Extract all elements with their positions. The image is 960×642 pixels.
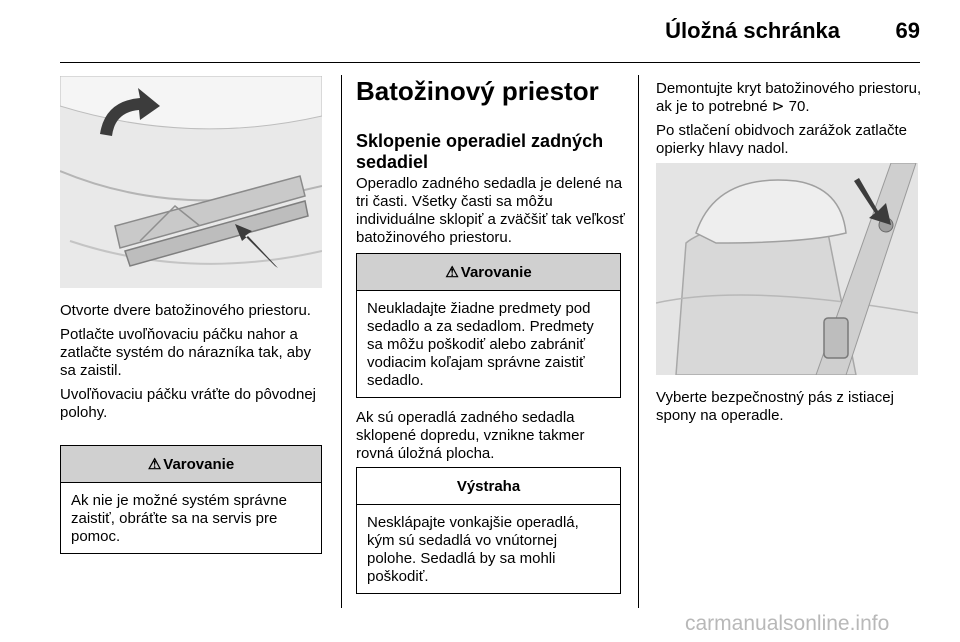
- col2-caution-text: Nesklápajte vonkajšie operadlá, kým sú sedadlá vo vnútornej polohe. Sedadlá by sa mohli poškodiť.: [367, 514, 579, 585]
- col3-para1-text: Demontujte kryt batožinového priestoru, ak je to potrebné: [656, 80, 922, 115]
- col1-paragraph-1: Otvorte dvere batožinového priestoru.: [60, 302, 311, 319]
- col2-caution-title: Výstraha: [456, 477, 521, 495]
- figure-cargo-system-lever: [60, 76, 322, 288]
- col3-para1-ref-page: 70.: [788, 98, 810, 115]
- page-reference-icon: ⊳: [771, 98, 785, 115]
- col2-warning-title: Varovanie: [460, 263, 532, 281]
- col3-paragraph-3: Vyberte bezpečnostný pás z istiacej spony na operadle.: [656, 389, 894, 424]
- section-heading: Batožinový priestor: [356, 76, 599, 106]
- col1-warning-title: Varovanie: [163, 455, 235, 473]
- column-divider-1: [341, 75, 342, 608]
- header-rule: [60, 62, 920, 63]
- col2-paragraph-2: Ak sú operadlá zadného sedadla sklopené dopredu, vznikne takmer rovná úložná plocha.: [356, 409, 585, 462]
- col2-intro: Operadlo zadného sedadla je delené na tri časti. Všetky časti sa môžu individuálne sklopiť a zväčšiť tak veľkosť batožinového priestoru.: [356, 175, 625, 246]
- page-header-title: Úložná schránka: [665, 18, 840, 43]
- col2-caution-header: [357, 468, 620, 505]
- col2-warning-text: Neukladajte žiadne predmety pod sedadlo a za sedadlom. Predmety sa môžu poškodiť alebo zabrániť vodiacim koľajam správne zaistiť sedadlo.: [367, 300, 594, 389]
- col1-warning-text: Ak nie je možné systém správne zaistiť, obráťte sa na servis pre pomoc.: [71, 492, 287, 545]
- warning-triangle-icon: ⚠: [147, 456, 162, 473]
- figure-rear-seat-headrest: [656, 163, 918, 375]
- warning-triangle-icon: ⚠: [445, 264, 459, 281]
- col1-paragraph-2: Potlačte uvoľňovaciu páčku nahor a zatlačte systém do nárazníka tak, aby sa zaistil.: [60, 326, 311, 379]
- col1-warning-header: [61, 446, 321, 483]
- col2-warning-header: [357, 254, 620, 291]
- col1-instructions: [60, 302, 330, 428]
- col3-paragraph-1: [656, 80, 924, 116]
- col2-caution-box: [356, 467, 621, 594]
- col3-paragraph-2: Po stlačení obidvoch zarážok zatlačte opierky hlavy nadol.: [656, 122, 907, 157]
- col1-warning-box: [60, 445, 322, 554]
- col1-paragraph-3: Uvoľňovaciu páčku vráťte do pôvodnej polohy.: [60, 386, 316, 421]
- col2-warning-box: [356, 253, 621, 398]
- subsection-heading: Sklopenie operadiel zadných sedadiel: [356, 131, 604, 172]
- page-number: 69: [895, 18, 920, 43]
- column-divider-2: [638, 75, 639, 608]
- watermark: carmanualsonline.info: [685, 612, 890, 635]
